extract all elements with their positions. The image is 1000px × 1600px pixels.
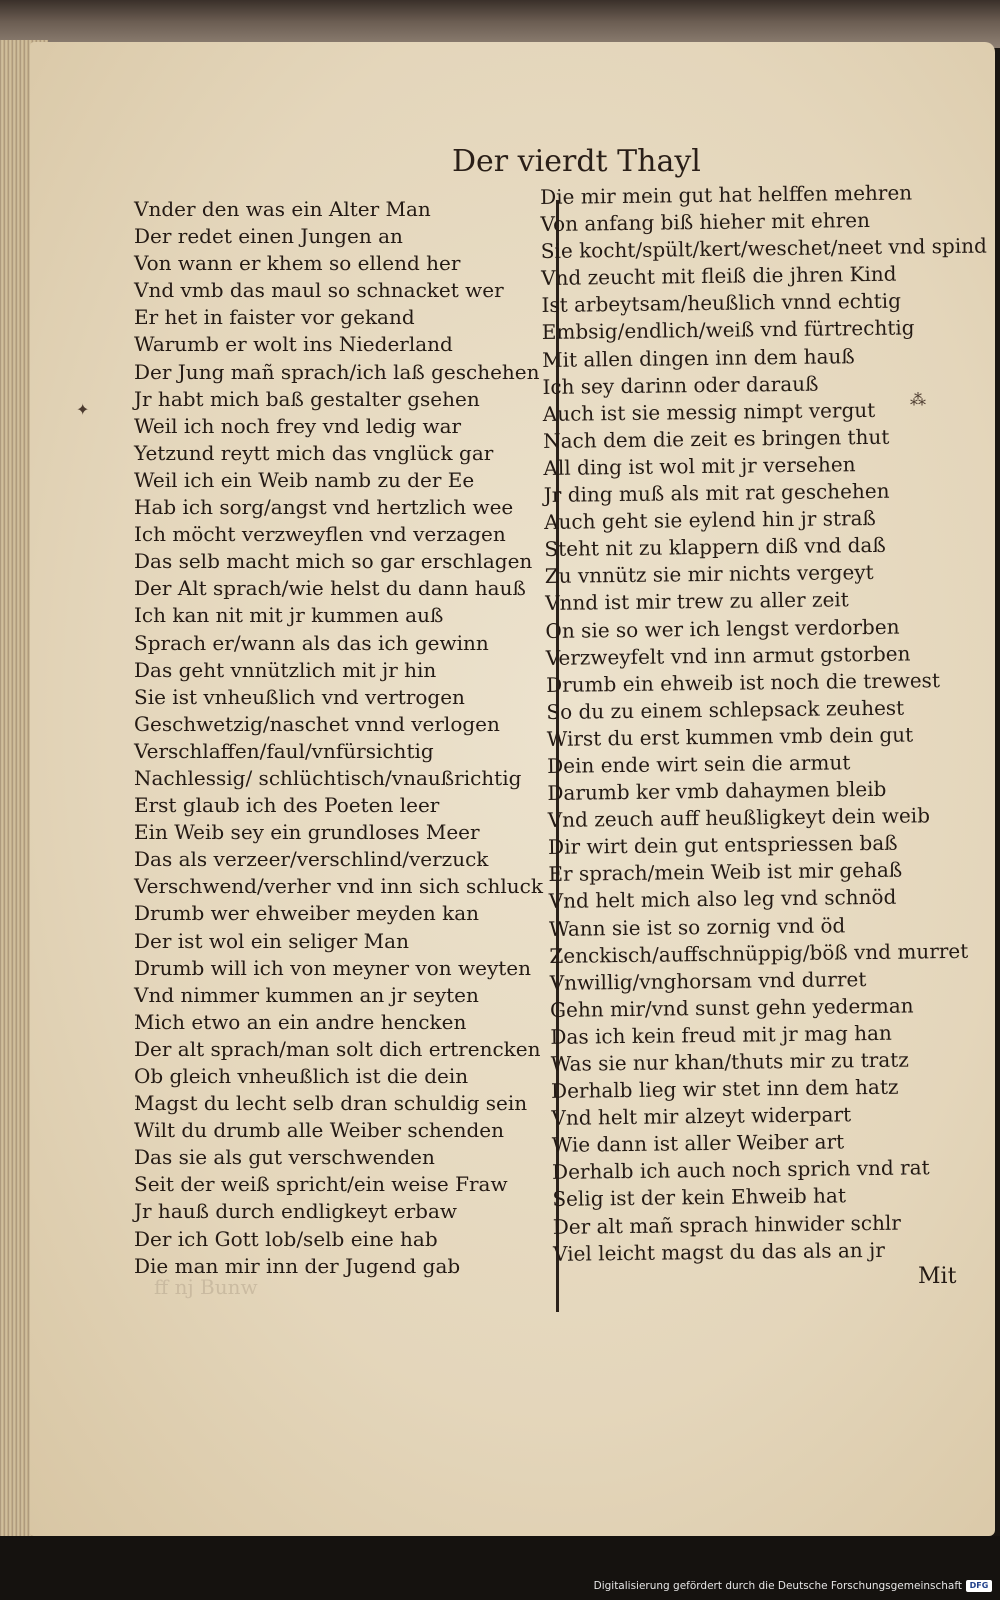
left-verse-line: Erst glaub ich des Poeten leer — [134, 793, 440, 818]
left-verse-line: Verschwend/verher vnd inn sich schluck — [134, 874, 543, 899]
digitization-credit — [560, 1572, 1000, 1600]
left-verse-line: Nachlessig/ schlüchtisch/vnaußrichtig — [134, 765, 522, 790]
left-verse-line: Weil ich noch frey vnd ledig war — [134, 413, 462, 438]
left-verse-line: Der Jung mañ sprach/ich laß geschehen — [134, 359, 540, 384]
right-verse-line: All ding ist wol mit jr versehen — [543, 452, 856, 480]
right-verse-line: Die mir mein gut hat helffen mehren — [540, 180, 913, 209]
right-verse-line: Embsig/endlich/weiß vnd fürtrechtig — [541, 315, 915, 345]
right-verse-line: Zu vnnütz sie mir nichts vergeyt — [544, 560, 874, 589]
right-verse-line: Vnd helt mich also leg vnd schnöd — [548, 885, 897, 914]
right-verse-line: Ist arbeytsam/heußlich vnnd echtig — [541, 288, 902, 318]
left-verse-line: Ob gleich vnheußlich ist die dein — [134, 1064, 469, 1088]
right-verse-line: Das ich kein freud mit jr mag han — [550, 1020, 893, 1049]
left-verse-line: Mich etwo an ein andre hencken — [134, 1009, 467, 1034]
right-verse-line: Dein ende wirt sein die armut — [546, 750, 851, 778]
right-verse-line: Derhalb lieg wir stet inn dem hatz — [550, 1074, 899, 1104]
right-verse-line: Sie kocht/spült/kert/weschet/neet vnd spind — [540, 233, 988, 264]
left-verse-line: Der Alt sprach/wie helst du dann hauß — [134, 576, 526, 601]
right-verse-line: Mit allen dingen inn dem hauß — [541, 343, 855, 372]
left-verse-line: Geschwetzig/naschet vnnd verlogen — [134, 711, 500, 736]
right-verse-line: Auch geht sie eylend hin jr straß — [543, 506, 876, 535]
left-verse-line: Das geht vnnützlich mit jr hin — [134, 657, 437, 682]
left-verse-column — [134, 196, 543, 1280]
left-verse-line: Die man mir inn der Jugend gab — [134, 1253, 461, 1278]
right-verse-line: Vnd helt mir alzeyt widerpart — [551, 1102, 852, 1131]
left-verse-line: Vnder den was ein Alter Man — [134, 197, 431, 221]
right-verse-line: Vnd zeucht mit fleiß die jhren Kind — [541, 261, 897, 291]
printer-mark-right: ⁂ — [910, 390, 926, 409]
left-verse-line: Weil ich ein Weib namb zu der Ee — [134, 467, 475, 492]
right-verse-line: Vnwillig/vnghorsam vnd durret — [549, 966, 867, 995]
show-through-text: ff nj Bunw — [154, 1275, 258, 1299]
left-verse-line: Sprach er/wann als das ich gewinn — [134, 630, 489, 655]
left-verse-line: Seit der weiß spricht/ein weise Fraw — [134, 1172, 508, 1197]
right-verse-line: Darumb ker vmb dahaymen bleib — [547, 776, 887, 806]
right-verse-line: Nach dem die zeit es bringen thut — [542, 424, 890, 453]
right-verse-line: Zenckisch/auffschnüppig/böß vnd murret — [549, 938, 969, 968]
left-verse-line: Ich möcht verzweyflen vnd verzagen — [134, 522, 506, 547]
left-verse-line: Der ich Gott lob/selb eine hab — [134, 1226, 438, 1251]
right-verse-line: Wann sie ist so zornig vnd öd — [548, 912, 846, 941]
right-verse-line: Vnnd ist mir trew zu aller zeit — [544, 587, 849, 616]
right-verse-column — [540, 179, 988, 1268]
left-verse-line: Ich kan nit mit jr kummen auß — [134, 603, 444, 628]
right-verse-line: Auch ist sie messig nimpt vergut — [542, 397, 876, 426]
right-verse-line: Verzweyfelt vnd inn armut gstorben — [545, 641, 911, 670]
running-head: Der vierdt Thayl — [452, 144, 701, 179]
right-verse-line: Jr ding muß als mit rat geschehen — [543, 478, 890, 508]
dfg-logo-icon — [966, 1580, 992, 1592]
left-verse-line: Der alt sprach/man solt dich ertrencken — [134, 1036, 541, 1061]
left-verse-line: Yetzund reytt mich das vnglück gar — [134, 440, 494, 465]
left-verse-line: Jr hauß durch endligkeyt erbaw — [134, 1199, 458, 1224]
left-verse-line: Von wann er khem so ellend her — [134, 251, 461, 276]
right-verse-line: Wie dann ist aller Weiber art — [551, 1129, 845, 1158]
left-verse-line: Der ist wol ein seliger Man — [134, 928, 409, 953]
left-verse-line: Ein Weib sey ein grundloses Meer — [134, 820, 480, 845]
right-verse-line: Selig ist der kein Ehweib hat — [552, 1183, 847, 1212]
right-verse-line: Was sie nur khan/thuts mir zu tratz — [550, 1047, 909, 1076]
right-verse-line: On sie so wer ich lengst verdorben — [545, 614, 900, 643]
left-verse-line: Er het in faister vor gekand — [134, 305, 415, 330]
credit-text: Digitalisierung gefördert durch die Deutsche Forschungsgemeinschaft — [593, 1580, 962, 1592]
printer-mark-left: ✦ — [76, 400, 90, 419]
right-verse-line: Der alt mañ sprach hinwider schlr — [552, 1210, 902, 1239]
left-verse-line: Verschlaffen/faul/vnfürsichtig — [134, 738, 434, 763]
right-verse-line: Wirst du erst kummen vmb dein gut — [546, 722, 914, 751]
right-verse-line: Ich sey darinn oder darauß — [542, 371, 819, 399]
left-verse-line: Das sie als gut verschwenden — [134, 1145, 435, 1170]
dfg-logo-text: DFG — [969, 1581, 989, 1590]
left-verse-line: Drumb wer ehweiber meyden kan — [134, 901, 479, 926]
catchword: Mit — [918, 1264, 957, 1289]
right-verse-line: Viel leicht magst du das als an jr — [552, 1237, 885, 1266]
right-verse-line: Dir wirt dein gut entspriessen baß — [547, 830, 898, 860]
left-verse-line: Magst du lecht selb dran schuldig sein — [134, 1091, 528, 1116]
right-verse-line: Er sprach/mein Weib ist mir gehaß — [548, 857, 903, 887]
left-verse-line: Das als verzeer/verschlind/verzuck — [134, 847, 489, 872]
left-verse-line: Der redet einen Jungen an — [134, 224, 403, 249]
left-verse-line: Vnd vmb das maul so schnacket wer — [134, 278, 504, 303]
left-verse-line: Vnd nimmer kummen an jr seyten — [134, 982, 479, 1007]
right-verse-line: So du zu einem schlepsack zeuhest — [546, 695, 905, 724]
right-verse-line: Von anfang biß hieher mit ehren — [540, 208, 871, 237]
left-verse-line: Hab ich sorg/angst vnd hertzlich wee — [134, 495, 514, 520]
right-verse-line: Gehn mir/vnd sunst gehn yederman — [549, 993, 914, 1022]
left-verse-line: Jr habt mich baß gestalter gsehen — [134, 386, 480, 411]
left-verse-line: Warumb er wolt ins Niederland — [134, 332, 453, 357]
left-verse-line: Das selb macht mich so gar erschlagen — [134, 549, 533, 574]
right-verse-line: Drumb ein ehweib ist noch die trewest — [545, 667, 941, 697]
left-verse-line: Sie ist vnheußlich vnd vertrogen — [134, 684, 465, 709]
book-top-edge — [0, 0, 1000, 48]
left-verse-line: Drumb will ich von meyner von weyten — [134, 955, 532, 980]
right-verse-line: Derhalb ich auch noch sprich vnd rat — [551, 1155, 930, 1185]
right-verse-line: Steht nit zu klappern diß vnd daß — [544, 533, 886, 562]
right-verse-line: Vnd zeuch auff heußligkeyt dein weib — [547, 803, 931, 833]
left-verse-line: Wilt du drumb alle Weiber schenden — [134, 1118, 505, 1143]
